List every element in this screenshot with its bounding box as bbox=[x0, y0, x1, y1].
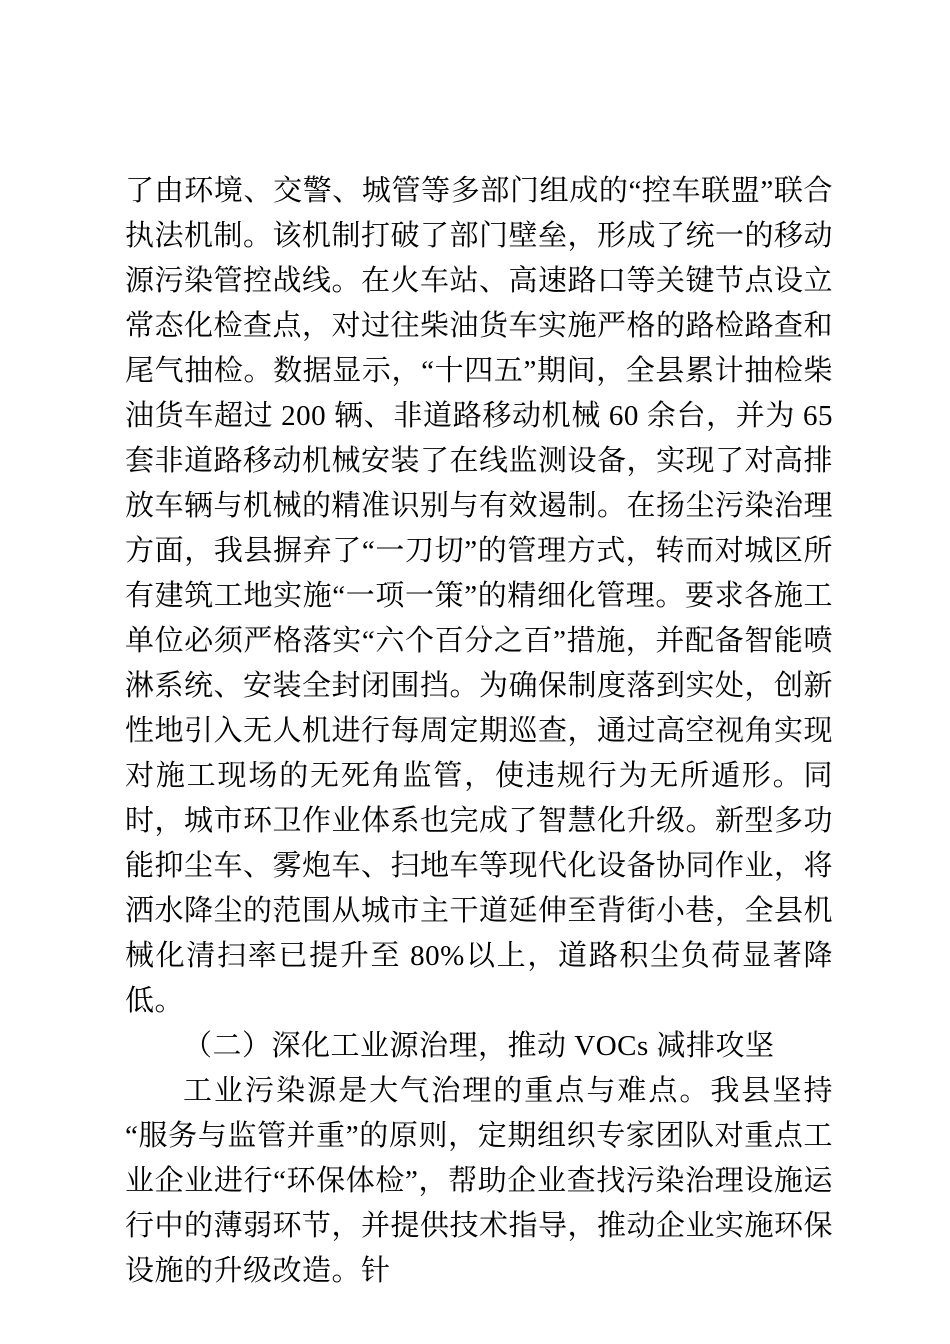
paragraph-body: 工业污染源是大气治理的重点与难点。我县坚持“服务与监管并重”的原则，定期组织专家团队对重点工业企业进行“环保体检”，帮助企业查找污染治理设施运行中的薄弱环节，并提供技术指导，推动企业实施环保设施的升级改造。针 bbox=[125, 1075, 834, 1287]
document-body bbox=[125, 169, 833, 1294]
section-heading: （二）深化工业源治理，推动 VOCs 减排攻坚 bbox=[183, 1030, 775, 1062]
paragraph-continuation: 了由环境、交警、城管等多部门组成的“控车联盟”联合执法机制。该机制打破了部门壁垒，形成了统一的移动源污染管控战线。在火车站、高速路口等关键节点设立常态化检查点，对过往柴油货车实施严格的路检路查和尾气抽检。数据显示，“十四五”期间，全县累计抽检柴油货车超过 200 辆、非道路移动机械 60 余台，并为 65 套非道路移动机械安装了在线监测设备，实现了对高排放车辆与机械的精准识别与有效遏制。在扬尘污染治理方面，我县摒弃了“一刀切”的管理方式，转而对城区所有建筑工地实施“一项一策”的精细化管理。要求各施工单位必须严格落实“六个百分之百”措施，并配备智能喷淋系统、安装全封闭围挡。为确保制度落到实处，创新性地引入无人机进行每周定期巡查，通过高空视角实现对施工现场的无死角监管，使违规行为无所遁形。同时，城市环卫作业体系也完成了智慧化升级。新型多功能抑尘车、雾炮车、扫地车等现代化设备协同作业，将洒水降尘的范围从城市主干道延伸至背街小巷，全县机械化清扫率已提升至 80%以上，道路积尘负荷显著降低。 bbox=[125, 175, 834, 1017]
